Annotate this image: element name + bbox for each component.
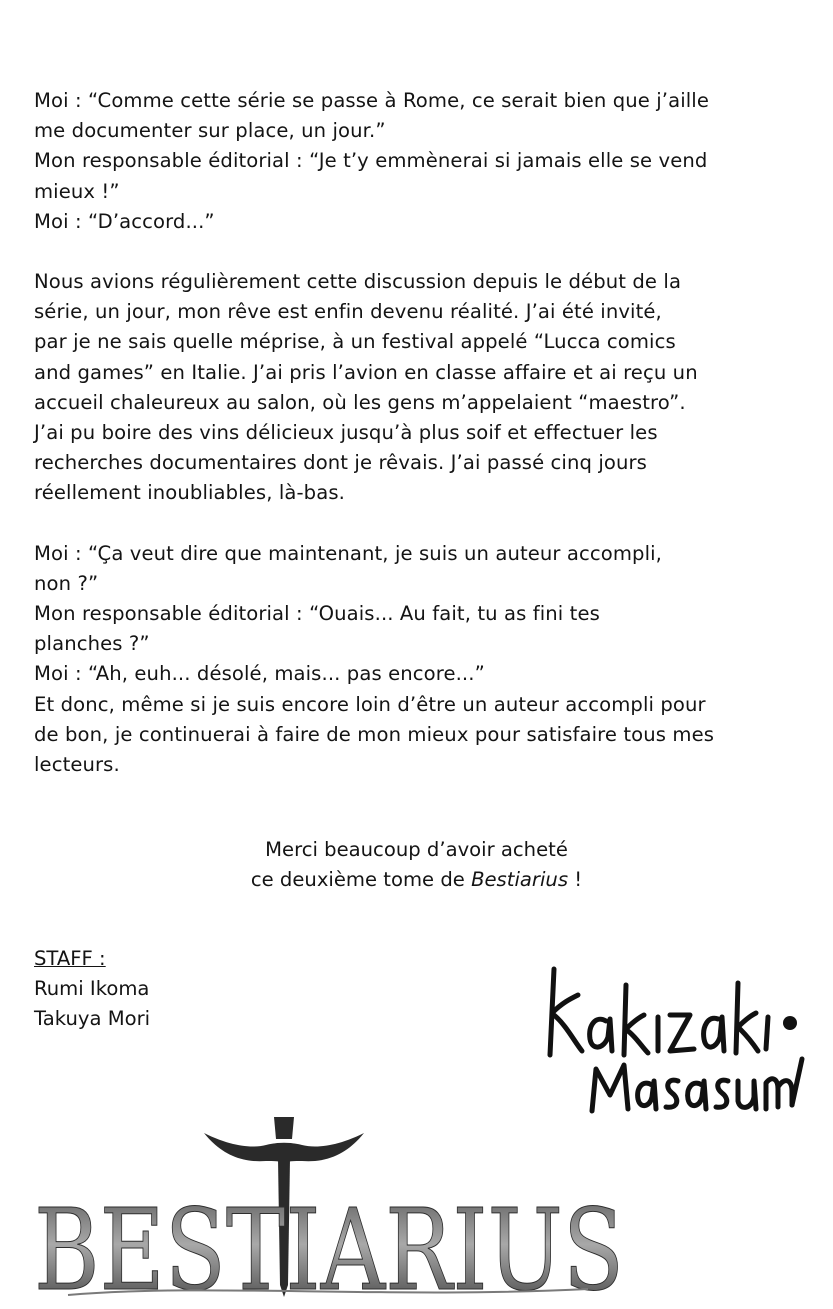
staff-member: Rumi Ikoma [34,977,150,1000]
text-line: me documenter sur place, un jour.” [34,119,386,143]
text-line: planches ?” [34,632,150,656]
thanks-prefix: ce deuxième tome de [250,868,472,891]
staff-credits [34,944,150,1034]
thanks-suffix: ! [568,868,583,891]
staff-member: Takuya Mori [34,1007,151,1030]
text-line: de bon, je continuerai à faire de mon mieux pour satisfaire tous mes [34,722,715,746]
author-signature [540,955,810,1125]
text-line: non ?” [34,571,99,595]
logo-text: BESTIARIUS [34,1186,624,1309]
text-line: Nous avions régulièrement cette discussion depuis le début de la [34,270,682,294]
text-line: Moi : “Comme cette série se passe à Rome, ce serait bien que j’aille [34,89,710,112]
text-line: Et donc, même si je suis encore loin d’être un auteur accompli pour [34,692,706,716]
staff-heading: STAFF : [34,947,106,970]
text-line: accueil chaleureux au salon, où les gens m’appelaient “maestro”. [34,390,686,414]
text-line: lecteurs. [34,753,120,777]
text-line: J’ai pu boire des vins délicieux jusqu’à plus soif et effectuer les [34,421,658,445]
text-line: mieux !” [34,179,120,203]
bestiarius-logo [28,1115,628,1309]
thanks-line-2 [0,865,833,895]
text-line: recherches documentaires dont je rêvais. J’ai passé cinq jours [34,451,647,475]
thanks-line-1: Merci beaucoup d’avoir acheté [265,838,568,861]
series-title: Bestiarius [471,868,569,891]
text-line: Mon responsable éditorial : “Je t’y emmènerai si jamais elle se vend [34,149,708,173]
text-line: Moi : “Ça veut dire que maintenant, je suis un auteur accompli, [34,541,662,565]
text-line: série, un jour, mon rêve est enfin devenu réalité. J’ai été invité, [34,300,662,324]
text-line: Mon responsable éditorial : “Ouais... Au fait, tu as fini tes [34,602,600,626]
text-line: and games” en Italie. J’ai pris l’avion en classe affaire et ai reçu un [34,360,698,384]
afterword-text [34,86,824,780]
text-line: par je ne sais quelle méprise, à un festival appelé “Lucca comics [34,330,676,354]
text-line: Moi : “D’accord...” [34,209,215,233]
text-line: réellement inoubliables, là-bas. [34,481,345,505]
text-line: Moi : “Ah, euh... désolé, mais... pas encore...” [34,662,485,686]
thanks-message [0,835,833,895]
